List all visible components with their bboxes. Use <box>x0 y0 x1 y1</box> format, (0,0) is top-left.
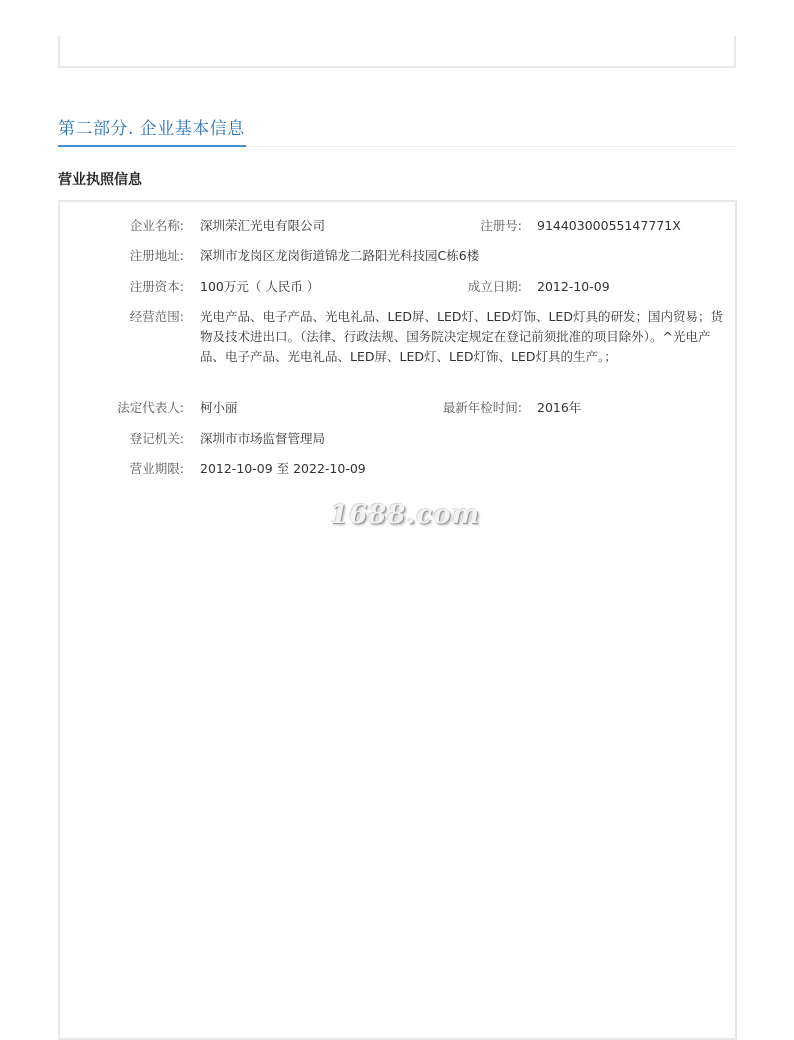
scope-label: 经营范围: <box>129 309 184 324</box>
watermark-logo: 1688.com <box>330 500 481 530</box>
address-label: 注册地址: <box>129 248 184 263</box>
scope-value: 光电产品、电子产品、光电礼品、LED屏、LED灯、LED灯饰、LED灯具的研发；国内贸易；货物及技术进出口。（法律、行政法规、国务院决定规定在登记前须批准的项目除外）。^光电产品、电子产品、光电礼品、LED屏、LED灯、LED灯饰、LED灯具的生产。； <box>200 309 723 364</box>
founded-label: 成立日期: <box>467 279 522 294</box>
reg-no-value: 91440300055147771X <box>537 218 681 233</box>
term-value: 2012-10-09 至 2022-10-09 <box>200 461 366 476</box>
license-info-heading: 营业执照信息 <box>58 172 142 188</box>
section-divider-accent <box>58 145 246 147</box>
section-title: 第二部分. 企业基本信息 <box>58 119 245 139</box>
authority-label: 登记机关: <box>129 431 184 446</box>
authority-value: 深圳市市场监督管理局 <box>200 431 326 446</box>
previous-section-box <box>58 36 736 68</box>
capital-value: 100万元（ 人民币 ） <box>200 279 320 294</box>
founded-value: 2012-10-09 <box>537 279 610 294</box>
legal-rep-label: 法定代表人: <box>117 400 184 415</box>
capital-label: 注册资本: <box>129 279 184 294</box>
inspection-label: 最新年检时间: <box>442 400 522 415</box>
reg-no-label: 注册号: <box>480 218 522 233</box>
address-value: 深圳市龙岗区龙岗街道锦龙二路阳光科技园C栋6楼 <box>200 248 480 263</box>
company-name-value: 深圳荣汇光电有限公司 <box>200 218 326 233</box>
legal-rep-value: 柯小丽 <box>200 400 238 415</box>
company-name-label: 企业名称: <box>129 218 184 233</box>
term-label: 营业期限: <box>129 461 184 476</box>
inspection-value: 2016年 <box>537 400 582 415</box>
